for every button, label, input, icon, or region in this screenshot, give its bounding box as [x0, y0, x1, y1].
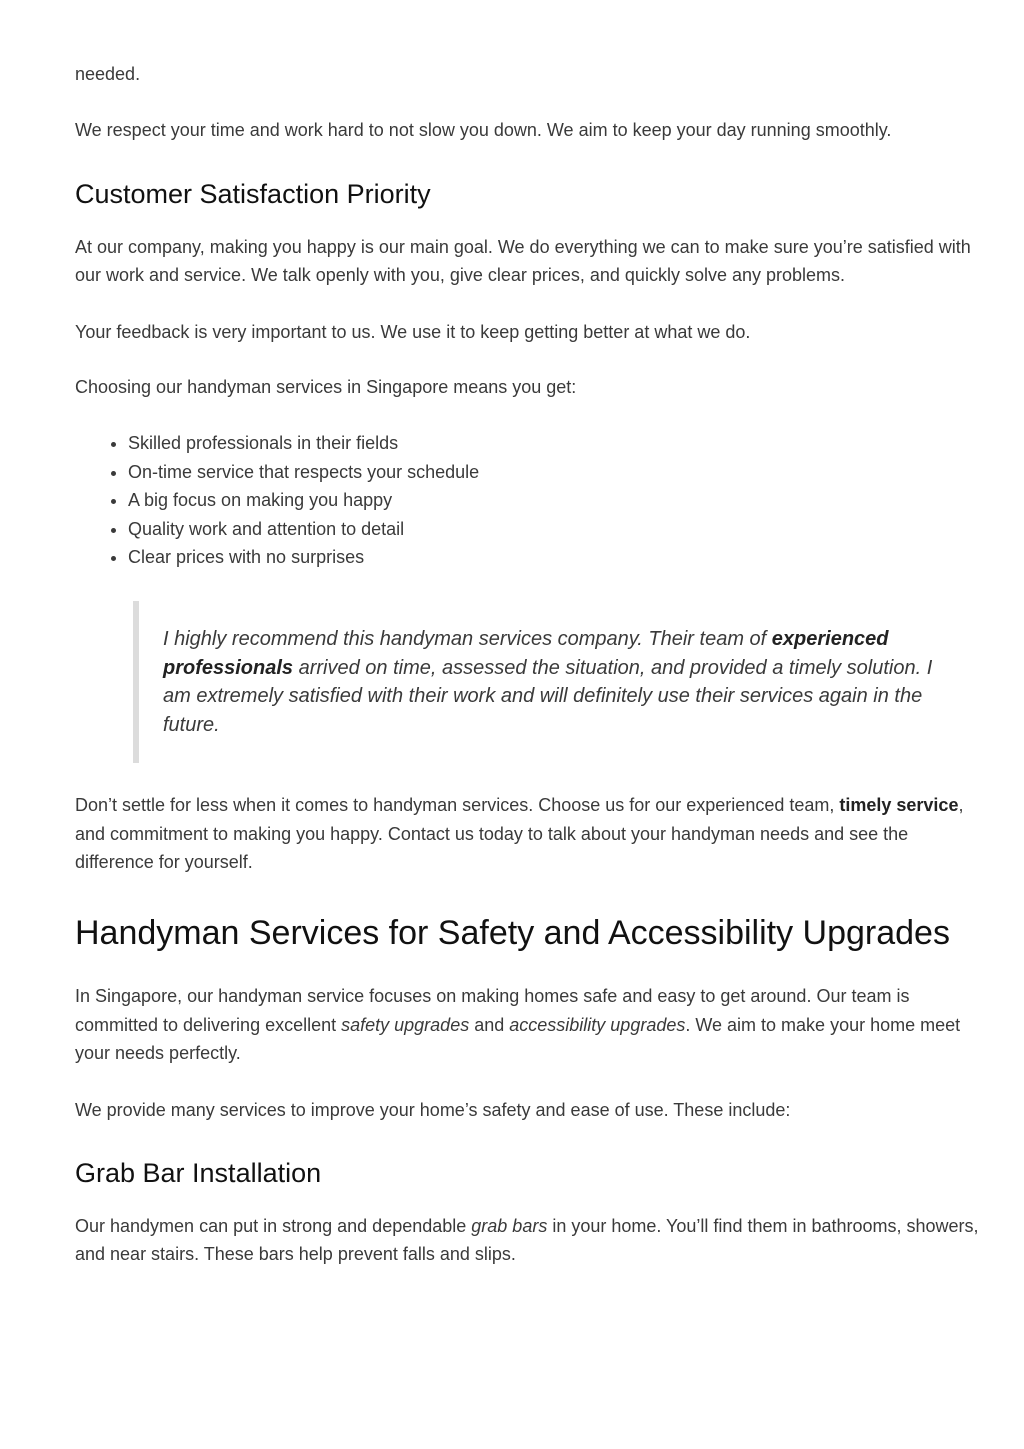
safety-text-a: In Singapore, our handyman service focuses on making homes safe and easy to get around. Our team is committed to delivering excellent	[75, 986, 910, 1035]
testimonial-emphasis: experienced professionals	[163, 628, 889, 679]
heading-safety-accessibility: Handyman Services for Safety and Accessibility Upgrades	[75, 914, 950, 953]
cta-text-end: , and commitment to making you happy. Contact us today to talk about your handyman needs and see the difference for yourself.	[75, 795, 964, 872]
paragraph-respect-time: We respect your time and work hard to not slow you down. We aim to keep your day running smoothly.	[75, 120, 892, 141]
safety-text-c: . We aim to make your home meet your needs perfectly.	[75, 1014, 961, 1064]
list-item: • A big focus on making you happy	[128, 486, 985, 514]
list-item: • Quality work and attention to detail	[128, 515, 985, 543]
testimonial-text-end: arrived on time, assessed the situation, and provided a timely solution. I am extremely satisfied with their work and will definitely use their services again in the future.	[163, 656, 933, 736]
safety-upgrades-emphasis: safety upgrades	[341, 1014, 470, 1035]
testimonial-text	[163, 625, 945, 739]
paragraph-fragment: needed.	[75, 64, 141, 84]
cta-text-start: Don’t settle for less when it comes to handyman services. Choose us for our experienced team,	[75, 795, 840, 816]
list-item: • Skilled professionals in their fields	[128, 429, 985, 457]
heading-customer-satisfaction: Customer Satisfaction Priority	[75, 178, 431, 209]
paragraph-choosing: Choosing our handyman services in Singapore means you get:	[75, 377, 577, 398]
testimonial-blockquote	[133, 601, 985, 763]
paragraph-feedback: Your feedback is very important to us. We use it to keep getting better at what we do.	[75, 321, 751, 342]
heading-grab-bar: Grab Bar Installation	[75, 1157, 322, 1188]
testimonial-text-start: I highly recommend this handyman services company. Their team of	[163, 628, 772, 651]
list-item: • Clear prices with no surprises	[128, 543, 985, 571]
paragraph-services-list-intro: We provide many services to improve your home’s safety and ease of use. These include:	[75, 1099, 791, 1120]
safety-text-b: and	[469, 1014, 510, 1035]
paragraph-call-to-action	[75, 791, 985, 876]
list-item: • On-time service that respects your schedule	[128, 458, 985, 486]
paragraph-grab-bar	[75, 1212, 985, 1269]
paragraph-satisfaction-goal: At our company, making you happy is our main goal. We do everything we can to make sure you’re satisfied with our work and service. We talk openly with you, give clear prices, and quickly solve any problems.	[75, 236, 971, 286]
accessibility-upgrades-emphasis: accessibility upgrades	[509, 1014, 686, 1035]
paragraph-safety-intro	[75, 982, 985, 1067]
grab-bar-text-a: Our handymen can put in strong and dependable	[75, 1215, 472, 1236]
grab-bars-emphasis: grab bars	[471, 1215, 548, 1236]
cta-emphasis: timely service	[839, 795, 959, 816]
article-body	[75, 0, 985, 1269]
benefits-list	[75, 429, 985, 571]
grab-bar-text-b: in your home. You’ll find them in bathrooms, showers, and near stairs. These bars help prevent falls and slips.	[75, 1215, 979, 1265]
